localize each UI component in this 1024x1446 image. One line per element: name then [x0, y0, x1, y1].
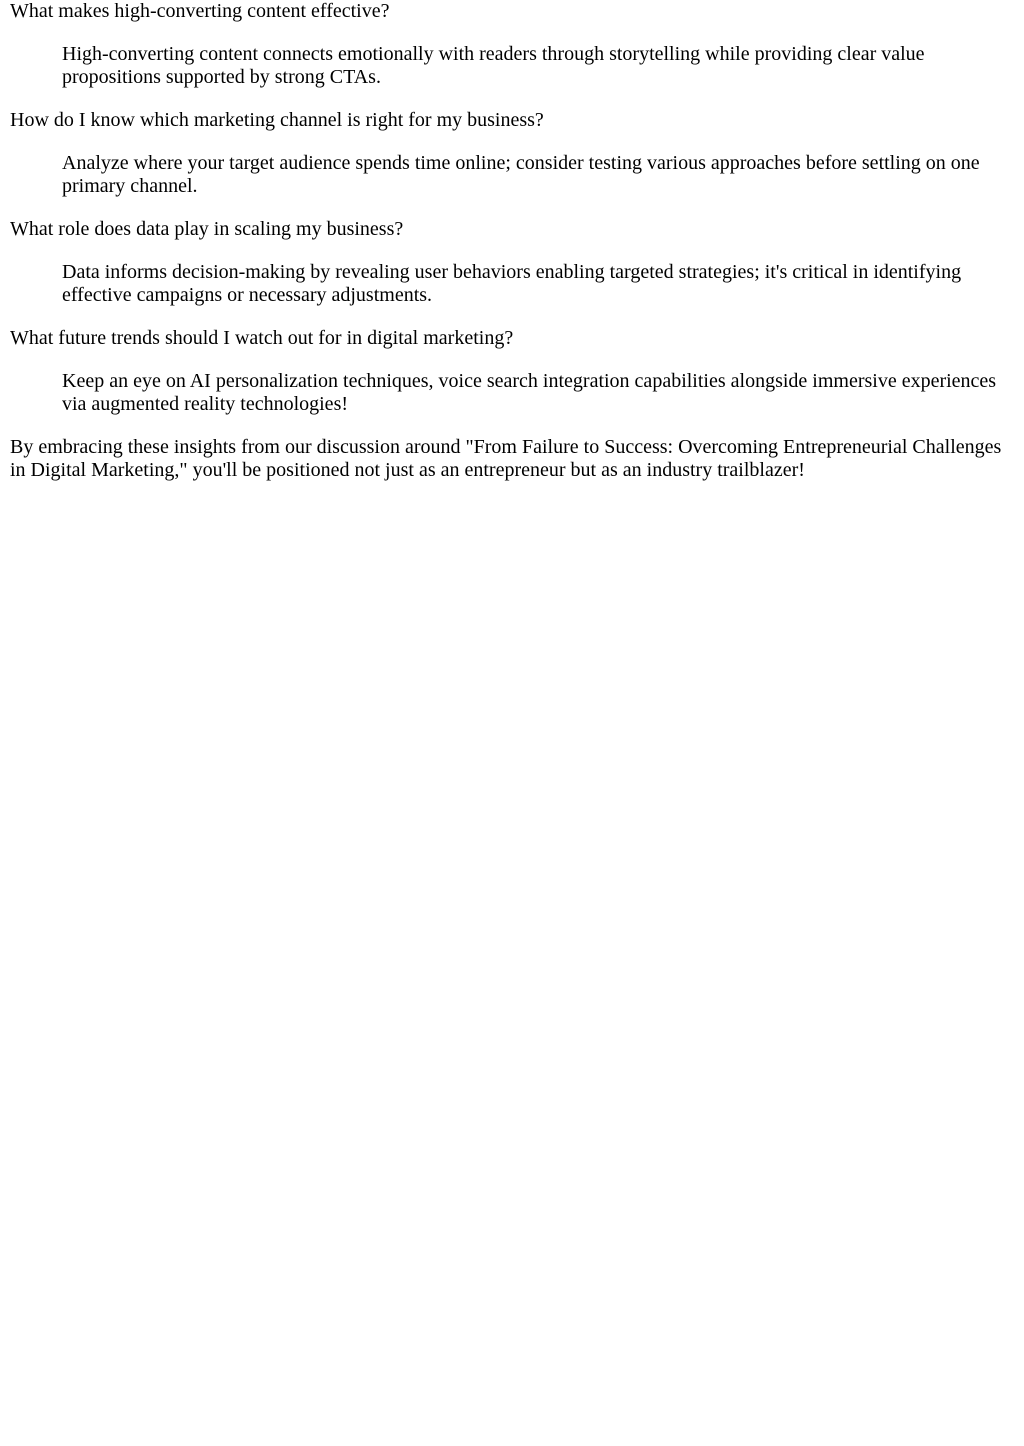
faq-question: How do I know which marketing channel is right for my business? [10, 109, 544, 131]
faq-answer: Keep an eye on AI personalization techniques, voice search integration capabilities alongside immersive experiences via augmented reality technologies! [62, 370, 997, 415]
faq-question: What future trends should I watch out for in digital marketing? [10, 327, 514, 349]
closing-paragraph: By embracing these insights from our discussion around "From Failure to Success: Overcoming Entrepreneurial Challenges in Digital Marketing," you'll be positioned not just as an entrepreneur but as an industry trailblazer! [10, 436, 1002, 481]
faq-question: What role does data play in scaling my business? [10, 218, 404, 240]
faq-question: What makes high-converting content effective? [10, 0, 390, 22]
faq-answer: Data informs decision-making by revealing user behaviors enabling targeted strategies; it's critical in identifying effective campaigns or necessary adjustments. [62, 261, 962, 306]
faq-item [10, 109, 1014, 198]
faq-item [10, 0, 1014, 89]
faq-answer: High-converting content connects emotionally with readers through storytelling while providing clear value propositions supported by strong CTAs. [62, 43, 925, 88]
faq-item [10, 327, 1014, 416]
faq-answer: Analyze where your target audience spends time online; consider testing various approaches before settling on one primary channel. [62, 152, 980, 197]
faq-item [10, 218, 1014, 307]
faq-document [0, 0, 1024, 482]
